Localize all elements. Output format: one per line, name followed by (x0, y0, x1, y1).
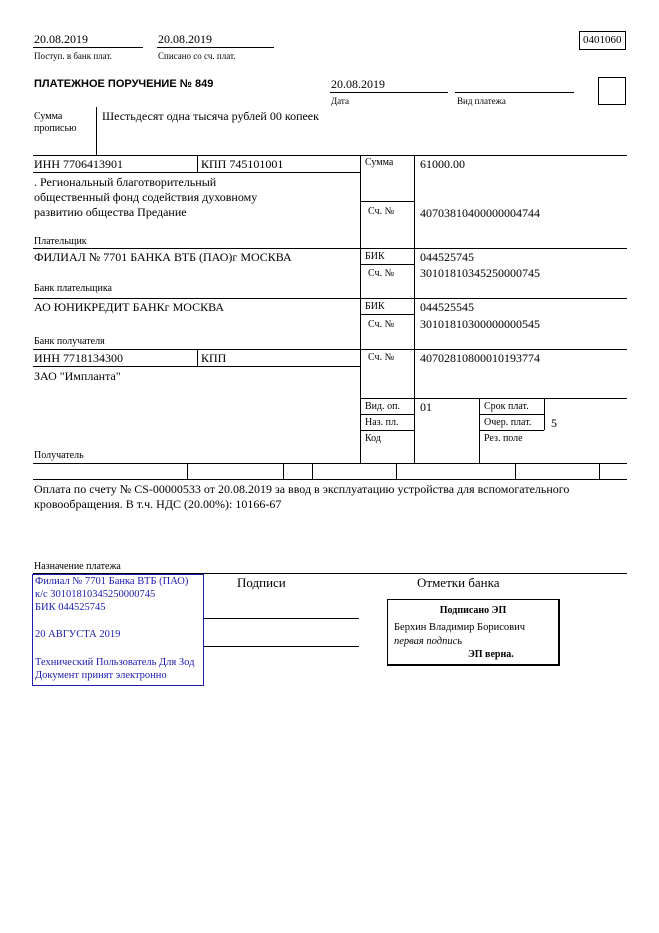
doc-date: 20.08.2019 (331, 77, 385, 91)
srok-label: Срок плат. (484, 401, 529, 412)
stamp-line-2: к/с 30101810345250000745 (35, 589, 156, 600)
purpose-line-2: кровообращения. В т.ч. НДС (20.00%): 10166-67 (34, 497, 282, 511)
stamp-line-4: Технический Пользователь Для Зод (35, 657, 195, 668)
payee-name: ЗАО "Импланта" (34, 369, 121, 383)
payer-inn: ИНН 7706413901 (34, 157, 123, 171)
payee-bank-account-label: Сч. № (368, 319, 395, 330)
amount-words-value: Шестьдесят одна тысяча рублей 00 копеек (102, 109, 319, 123)
payer-kpp: КПП 745101001 (201, 157, 284, 171)
sum-label: Сумма (365, 157, 394, 168)
payee-account-value: 40702810800010193774 (420, 351, 540, 365)
ep-status: ЭП верна. (468, 649, 514, 660)
payer-bik-value: 044525745 (420, 250, 474, 264)
payee-bik-label: БИК (365, 301, 385, 312)
payer-account-value: 40703810400000004744 (420, 206, 540, 220)
stamp-line-1: Филиал № 7701 Банка ВТБ (ПАО) (35, 576, 189, 587)
stamp-date: 20 АВГУСТА 2019 (35, 629, 121, 640)
payee-label: Получатель (34, 450, 84, 461)
payee-account-label: Сч. № (368, 352, 395, 363)
ep-title: Подписано ЭП (439, 605, 507, 616)
payer-name-line-3: развитию общества Предание (34, 205, 187, 219)
form-code: 0401060 (583, 34, 622, 46)
payer-bank-name: ФИЛИАЛ № 7701 БАНКА ВТБ (ПАО)г МОСКВА (34, 250, 292, 264)
stamp-line-3: БИК 044525745 (35, 602, 106, 613)
sum-value: 61000.00 (420, 157, 465, 171)
doc-date-label: Дата (331, 96, 349, 106)
vid-op-label: Вид. оп. (365, 401, 400, 412)
payer-bik-label: БИК (365, 251, 385, 262)
payer-name-line-2: общественный фонд содействия духовному (34, 190, 258, 204)
bank-marks-label: Отметки банка (417, 575, 500, 590)
payment-type-label: Вид платежа (457, 96, 506, 106)
payer-bank-account-value: 30101810345250000745 (420, 266, 540, 280)
stamp-line-5: Документ принят электронно (35, 670, 167, 681)
purpose-label: Назначение платежа (34, 561, 121, 572)
purpose-line-1: Оплата по счету № CS-00000533 от 20.08.2019 за ввод в эксплуатацию устройства для вспомогательного (34, 482, 570, 496)
payee-bank-account-value: 30101810300000000545 (420, 317, 540, 331)
payer-bank-account-label: Сч. № (368, 268, 395, 279)
received-label: Поступ. в банк плат. (34, 51, 112, 61)
ep-role: первая подпись (394, 636, 463, 647)
payee-bik-value: 044525545 (420, 300, 474, 314)
bank-stamp (32, 574, 204, 686)
ocher-label: Очер. плат. (484, 417, 532, 428)
form-code-box (579, 31, 626, 50)
payee-bank-label: Банк получателя (34, 336, 105, 347)
kod-label: Код (365, 433, 381, 444)
payee-inn: ИНН 7718134300 (34, 351, 123, 365)
received-date: 20.08.2019 (34, 32, 88, 46)
naz-pl-label: Наз. пл. (365, 417, 399, 428)
ep-signer: Берхин Владимир Борисович (394, 622, 525, 633)
payer-bank-label: Банк плательщика (34, 283, 112, 294)
ocher-value: 5 (551, 416, 557, 430)
payee-kpp: КПП (201, 351, 227, 365)
page-title: ПЛАТЕЖНОЕ ПОРУЧЕНИЕ № 849 (34, 78, 214, 90)
rez-label: Рез. поле (484, 433, 523, 444)
signatures-label: Подписи (237, 575, 286, 590)
debited-date: 20.08.2019 (158, 32, 212, 46)
payee-bank-name: АО ЮНИКРЕДИТ БАНКг МОСКВА (34, 300, 224, 314)
payer-account-label: Сч. № (368, 206, 395, 217)
ep-box (387, 599, 560, 666)
payer-name-line-1: . Региональный благотворительный (34, 175, 217, 189)
vid-op-value: 01 (420, 400, 432, 414)
amount-words-label-1: Сумма (34, 111, 63, 122)
payer-label: Плательщик (34, 236, 87, 247)
debited-label: Списано со сч. плат. (158, 51, 236, 61)
amount-words-label-2: прописью (34, 123, 77, 134)
payment-type-box (598, 77, 626, 105)
